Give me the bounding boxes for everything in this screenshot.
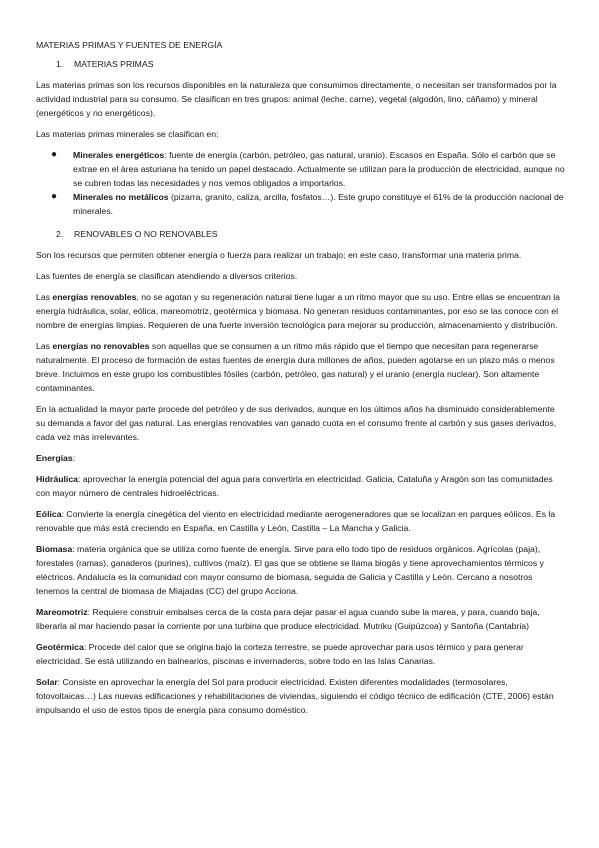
paragraph: En la actualidad la mayor parte procede del petróleo y de sus derivados, aunque en los últimos años ha disminuido considerablemente su demanda a favor del gas natural. Las energías renovables van ganado cuota en el consumo frente al carbón y sus gases derivados, cada vez más irrelevantes.: [36, 404, 557, 442]
bold-term: Biomasa: [36, 544, 73, 554]
text-run: Las: [36, 341, 53, 351]
section-heading-text: RENOVABLES O NO RENOVABLES: [74, 229, 218, 239]
bold-term: Eólica: [36, 509, 62, 519]
text-run: son aquellas que se consumen a un ritmo más rápido que el tiempo que necesitan para regenerarse naturalmente. El proceso de formación de estas fuentes de energía dura millones de años, pueden agotarse en un plazo más o menos breve. Incluimos en este grupo los combustibles fósiles (carbón, petróleo, gas natural) y el uranio (energía nuclear). Son altamente contaminantes.: [36, 341, 555, 393]
energy-item-geotermica: [36, 640, 566, 668]
text-run: Las: [36, 292, 53, 302]
energy-item-hidraulica: [36, 472, 566, 500]
section-number: 1.: [56, 59, 64, 69]
section-heading-text: MATERIAS PRIMAS: [74, 59, 154, 69]
list-item-text: (pizarra, granito, caliza, arcilla, fosfatos…). Este grupo constituye el 61% de la producción nacional de minerales.: [73, 192, 564, 216]
paragraph: Las materias primas minerales se clasifican en:: [36, 129, 219, 139]
bold-term: Hidráulica: [36, 474, 79, 484]
energy-item-biomasa: [36, 542, 566, 598]
energy-item-eolica: [36, 507, 566, 535]
list-item: [51, 190, 566, 218]
document-title: MATERIAS PRIMAS Y FUENTES DE ENERGÍA: [36, 40, 223, 50]
bold-term: Mareomotriz: [36, 607, 88, 617]
energias-label: [36, 451, 566, 465]
paragraph: Las materias primas son los recursos disponibles en la naturaleza que consumimos directamente, o necesitan ser transformados por la actividad industrial para su consumo. Se clasifican en tres grupos: animal (leche, carne), vegetal (algodón, lino, cáñamo) y mineral (energéticos y no energéticos).: [36, 80, 557, 118]
bold-term: Energías: [36, 453, 73, 463]
section-number: 2.: [56, 229, 64, 239]
text-run: , no se agotan y su regeneración natural tiene lugar a un ritmo mayor que su uso. Entre ellas se encuentran la energía hidráulica, solar, eólica, mareomotriz, geotérmica y biomasa. No generan residuos contaminantes, por eso se las conoce con el nombre de energías limpias. Requieren de una fuerte inversión tecnológica para mejorar su producción, almacenamiento y distribución.: [36, 292, 560, 330]
text-run: : Consiste en aprovechar la energía del Sol para producir electricidad. Existen diferentes modalidades (termosolares, fotovoltaicas…) Las nuevas edificaciones y rehabilitaciones de viviendas, siguiendo el código técnico de edificación (CTE, 2006) están impulsando el uso de estos tipos de energía para consumo doméstico.: [36, 677, 554, 715]
bold-term: Solar: [36, 677, 58, 687]
section-heading-materias-primas: [56, 57, 566, 71]
list-item-term: Minerales no metálicos: [73, 192, 169, 202]
text-run: : Requiere construir embalses cerca de la costa para dejar pasar el agua cuando sube la marea, y para, cuando baja, liberarla al mar haciendo pasar la corriente por una turbina que produce electricidad. Mutriku (Guipúzcoa) y Santoña (Cantabria): [36, 607, 540, 631]
text-run: : Convierte la energía cinegética del viento en electricidad mediante aerogeneradores que se localizan en parques eólicos. Es la renovable que más está creciendo en España, en Castilla y León, Castilla – La Mancha y Galicia.: [36, 509, 556, 533]
bullet-icon: ●: [51, 191, 58, 202]
list-item-term: Minerales energéticos: [73, 150, 165, 160]
bold-term: energías no renovables: [52, 341, 150, 351]
text-run: : Procede del calor que se origina bajo la corteza terrestre, se puede aprovechar para usos térmico y para generar electricidad. Se está utilizando en balnearios, piscinas e invernaderos, sobre todo en las Islas Canarias.: [36, 642, 524, 666]
document-page: [36, 38, 566, 724]
bold-term: Geotérmica: [36, 642, 84, 652]
text-run: : materia orgánica que se utiliza como fuente de energía. Sirve para ello todo tipo de residuos orgánicos. Agrícolas (paja), forestales (ramas), ganaderos (purines), cultivos (maíz). El gas que se obtiene se llama biogás y tiene aprovechamientos térmicos y eléctricos. Andalucía es la comunidad con mayor consumo de biomasa, seguida de Galicia y Castilla y León. Cercano a nosotros tenemos la central de biomasa de Miajadas (CC) del grupo Acciona.: [36, 544, 544, 596]
paragraph-no-renovables: [36, 339, 566, 395]
list-item-text: : fuente de energía (carbón, petróleo, gas natural, uranio). Escasos en España. Sólo el carbón que se extrae en el área asturiana ha tenido un papel destacado. Actualmente se utilizan para la producción de electricidad, aunque no se cubren todas las necesidades y nos vemos obligados a importarlos.: [73, 150, 565, 188]
section-heading-renovables: [56, 227, 566, 241]
bullet-icon: ●: [51, 149, 58, 160]
list-item: [51, 148, 566, 190]
paragraph-renovables: [36, 290, 566, 332]
text-run: :: [72, 453, 76, 463]
energy-item-mareomotriz: [36, 605, 566, 633]
bold-term: energías renovables: [52, 292, 137, 302]
energy-item-solar: [36, 675, 566, 717]
bullet-list: [36, 148, 566, 218]
paragraph: Son los recursos que permiten obtener energía o fuerza para realizar un trabajo; en este caso, transformar una materia prima.: [36, 250, 522, 260]
paragraph: Las fuentes de energía se clasifican atendiendo a diversos criterios.: [36, 271, 298, 281]
text-run: : aprovechar la energía potencial del agua para convertirla en electricidad. Galicia, Cataluña y Aragón son las comunidades con mayor número de centrales hidroeléctricas.: [36, 474, 553, 498]
